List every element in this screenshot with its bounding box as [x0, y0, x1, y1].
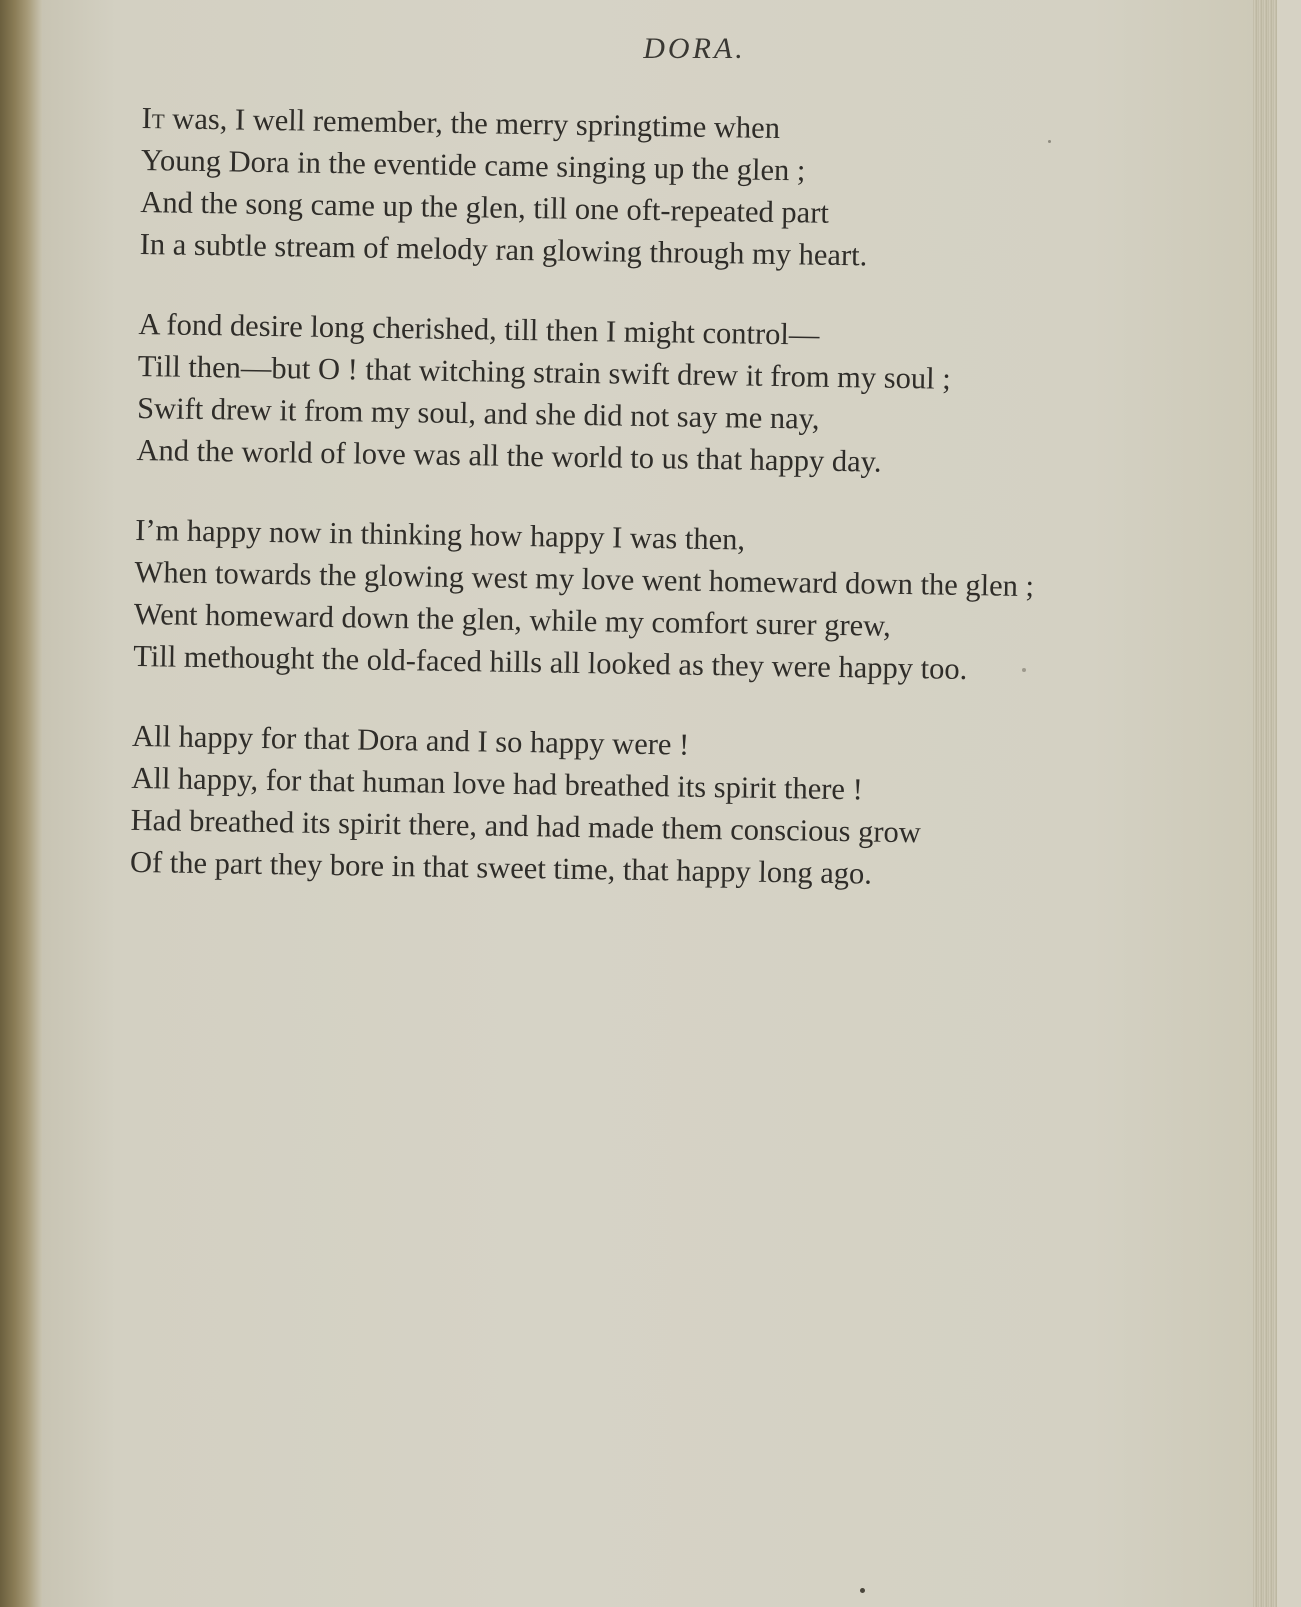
- page-fore-edge: [1253, 0, 1277, 1607]
- paper-speck: [860, 1588, 865, 1593]
- poem-line: [141, 100, 1051, 150]
- poem-line: And the world of love was all the world to us that happy day.: [136, 432, 882, 479]
- poem-line: When towards the glowing west my love went homeward down the glen ;: [134, 554, 1035, 604]
- poem-line: And the song came up the glen, till one oft-repeated part: [140, 184, 830, 230]
- poem-line: All happy for that Dora and I so happy were !: [131, 718, 690, 762]
- poem-line: Went homeward down the glen, while my comfort surer grew,: [133, 596, 892, 643]
- stanza-2: [136, 306, 1048, 482]
- poem-body: [129, 100, 1052, 938]
- stanza-3: [133, 512, 1045, 688]
- poem-line: Of the part they bore in that sweet time, that happy long ago.: [129, 844, 873, 891]
- line-text: was, I well remember, the merry springtime when: [172, 101, 781, 146]
- book-page: [42, 0, 1277, 1607]
- poem-line: All happy, for that human love had breathed its spirit there !: [131, 760, 864, 807]
- poem-line: In a subtle stream of melody ran glowing through my heart.: [139, 226, 868, 273]
- poem-line: Till then—but O ! that witching strain swift drew it from my soul ;: [137, 348, 952, 396]
- paper-speck: [1022, 668, 1026, 672]
- book-binding-shadow: [0, 0, 42, 1607]
- opening-word: It: [141, 100, 165, 136]
- poem-line: Till methought the old-faced hills all looked as they were happy too.: [132, 638, 968, 687]
- poem-line: I’m happy now in thinking how happy I was then,: [134, 512, 746, 557]
- paper-speck: [1048, 140, 1051, 143]
- stanza-1: [139, 100, 1051, 276]
- poem-line: Had breathed its spirit there, and had made them conscious grow: [130, 802, 922, 850]
- poem-line: Young Dora in the eventide came singing up the glen ;: [140, 142, 806, 188]
- poem-line: A fond desire long cherished, till then I might control—: [138, 306, 820, 352]
- stanza-4: [130, 718, 1042, 894]
- poem-line: Swift drew it from my soul, and she did not say me nay,: [136, 390, 820, 436]
- running-title: DORA.: [643, 32, 746, 65]
